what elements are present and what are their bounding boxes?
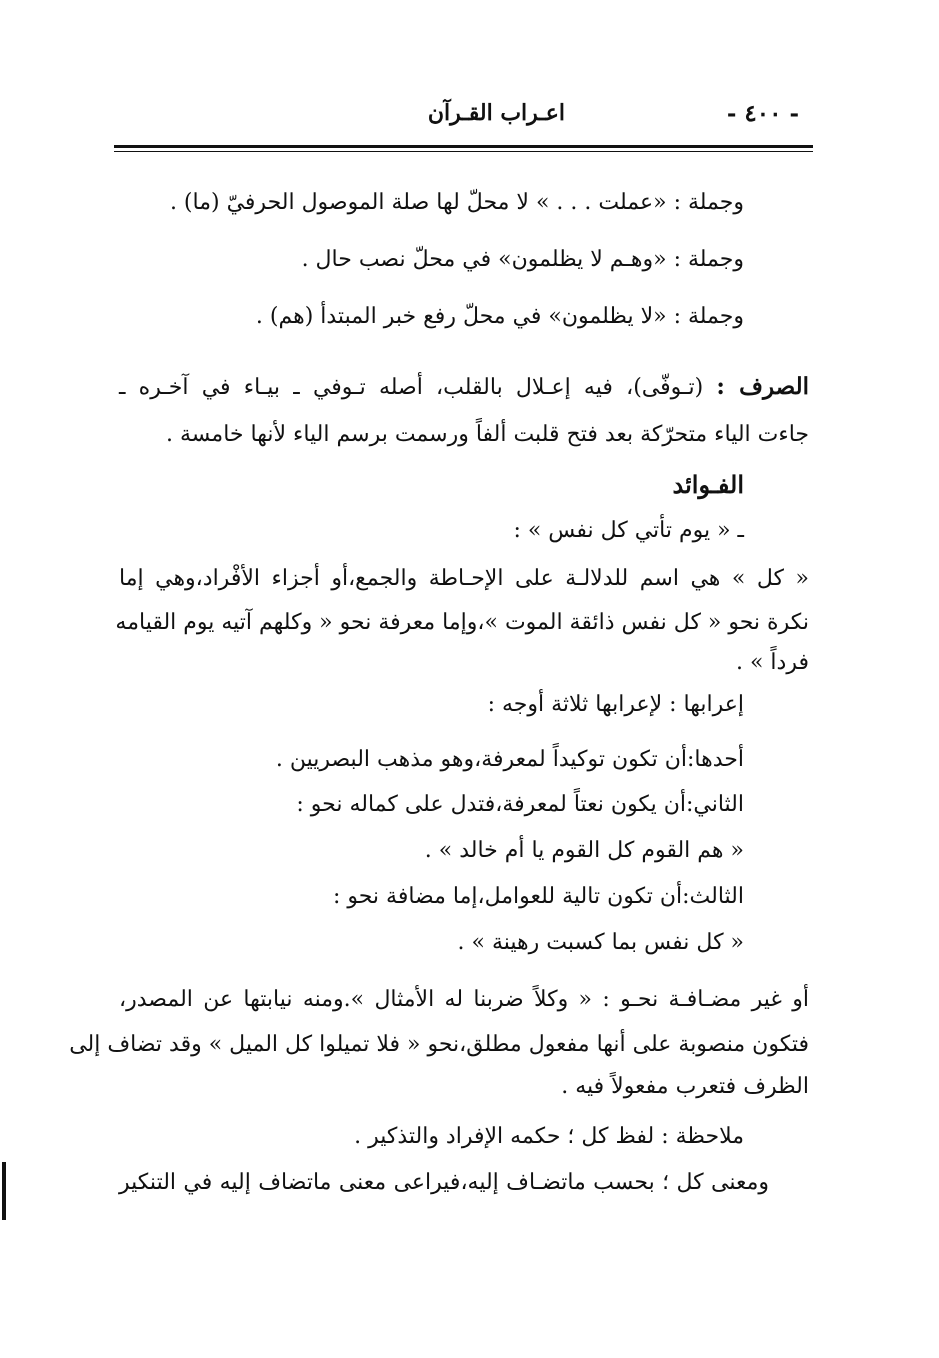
text-line-7: « كل » هي اسم للدلالـة على الإحـاطة والجمع،أو أجزاء الأفْراد،وهي إما [119,566,809,591]
header-rule [114,145,813,148]
running-title: اعـراب القـرآن [427,100,565,126]
text-line-5: جاءت الياء متحرّكة بعد فتح قلبت ألفاً ورسمت برسم الياء لأنها خامسة . [166,422,809,447]
page-header [118,96,813,136]
text-line-18: الظرف فتعرب مفعولاً فيه . [561,1074,809,1099]
text-line-8: نكرة نحو « كل نفس ذائقة الموت »،وإما معرفة نحو « وكلهم آتيه يوم القيامه [115,610,809,635]
sarf-line [119,372,809,404]
text-line-1: وجملة : «عملت . . . » لا محلّ لها صلة الموصول الحرفيّ (ما) . [169,190,744,215]
text-line-6: ـ « يوم تأتي كل نفس » : [513,518,744,543]
text-line-3: وجملة : «لا يظلمون» في محلّ رفع خبر المبتدأ (هم) . [255,304,744,329]
fawaid-heading: الفـوائد [672,470,744,499]
sarf-label: الصرف : [716,373,810,400]
text-line-20: ومعنى كل ؛ بحسب ماتضـاف إليه،فيراعى معنى ماتضاف إليه في التنكير [119,1170,769,1195]
page-number: - ٤٠٠ - [726,100,799,127]
text-line-13: « هم القوم كل القوم يا أم خالد » . [424,838,744,863]
header-rule-thin [114,151,813,152]
text-line-14: الثالث:أن تكون تالية للعوامل،إما مضافة نحو : [332,884,744,909]
text-line-16: أو غير مضـافـة نحـو : « وكلاً ضربنا له الأمثال ».ومنه نيابتها عن المصدر، [119,987,809,1012]
text-line-11: أحدها:أن تكون توكيداً لمعرفة،وهو مذهب البصريين . [275,747,744,772]
text-line-15: « كل نفس بما كسبت رهينة » . [457,930,744,955]
sarf-text: (تـوفّى)، فيه إعـلال بالقلب، أصله تـوفي ـ بيـاء في آخـره ـ [119,375,704,400]
text-line-12: الثاني:أن يكون نعتاً لمعرفة،فتدل على كماله نحو : [296,792,744,817]
text-line-19: ملاحظة : لفظ كل ؛ حكمه الإفراد والتذكير . [354,1124,744,1149]
text-line-10: إعرابها : لإعرابها ثلاثة أوجه : [487,692,744,717]
text-line-17: فتكون منصوبة على أنها مفعول مطلق،نحو « فلا تميلوا كل الميل » وقد تضاف إلى [69,1032,809,1057]
text-line-2: وجملة : «وهـم لا يظلمون» في محلّ نصب حال . [301,247,744,272]
scan-margin-mark [2,1162,6,1220]
text-line-9: فرداً » . [735,650,809,675]
